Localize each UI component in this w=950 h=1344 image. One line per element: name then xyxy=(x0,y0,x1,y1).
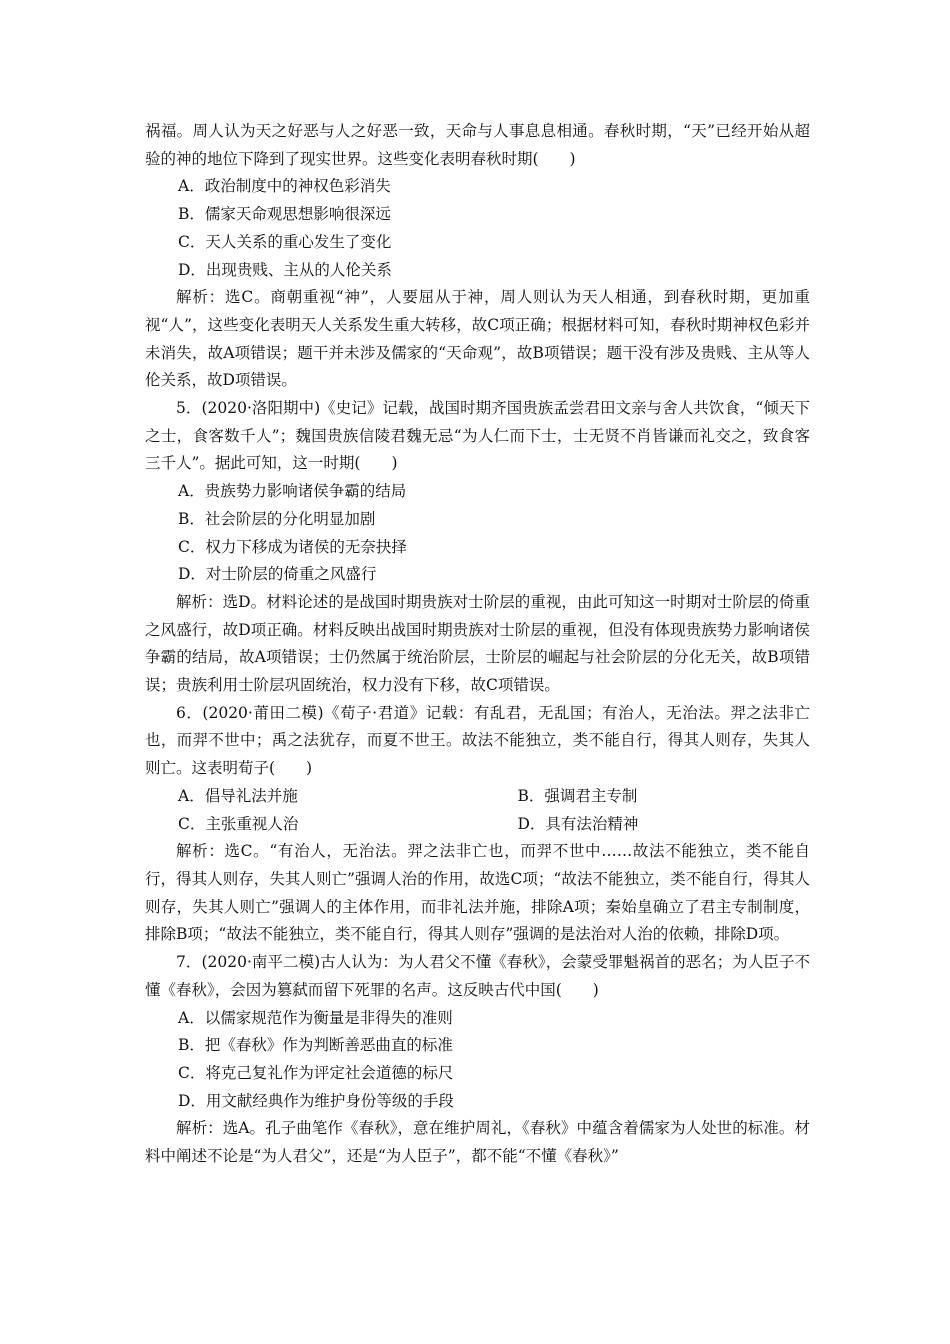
q4-option-b: B．儒家天命观思想影响很深远 xyxy=(178,205,391,224)
q5-option-c: C．权力下移成为诸侯的无奈抉择 xyxy=(178,537,407,556)
q6-stem: 6．(2020·莆田二模)《荀子·君道》记载：有乱君，无乱国；有治人，无治法。羿之法非亡也，而羿不世中；禹之法犹存，而夏不世王。故法不能独立，类不能自行，得其人则存，失其人则亡。这表明荀子( ) xyxy=(145,703,810,778)
q4-option-a: A．政治制度中的神权色彩消失 xyxy=(178,177,391,196)
q7-option-a: A．以儒家规范作为衡量是非得失的准则 xyxy=(178,1008,453,1027)
q7-option-c: C．将克己复礼作为评定社会道德的标尺 xyxy=(178,1063,454,1082)
q5-option-d: D．对士阶层的倚重之风盛行 xyxy=(178,565,377,584)
q5-option-a: A．贵族势力影响诸侯争霸的结局 xyxy=(178,482,407,501)
q7-option-d: D．用文献经典作为维护身份等级的手段 xyxy=(178,1091,454,1110)
q5-stem: 5．(2020·洛阳期中)《史记》记载，战国时期齐国贵族孟尝君田文亲与舍人共饮食，“倾天下之士，食客数千人”；魏国贵族信陵君魏无忌“为人仁而下士，士无贤不肖皆谦而礼交之，致食客三千人”。据此可知，这一时期( ) xyxy=(145,399,810,473)
q6-options-row-2 xyxy=(145,811,810,839)
q6-analysis: 解析：选C。“有治人，无治法。羿之法非亡也，而羿不世中……故法不能独立，类不能自行，得其人则存，失其人则亡”强调人治的作用，故选C项；“故法不能独立，类不能自行，得其人则存，失其人则亡”强调人的主体作用，而非礼法并施，排除A项；秦始皇确立了君主专制制度，排除B项；“故法不能独立，类不能自行，得其人则存”强调的是法治对人治的依赖，排除D项。 xyxy=(145,842,810,944)
q5-option-b: B．社会阶层的分化明显加剧 xyxy=(178,509,376,528)
q6-option-a: A．倡导礼法并施 xyxy=(178,786,298,805)
q4-stem-continuation: 祸福。周人认为天之好恶与人之好恶一致，天命与人事息息相通。春秋时期，“天”已经开始从超验的神的地位下降到了现实世界。这些变化表明春秋时期( ) xyxy=(145,122,810,168)
q6-option-c: C．主张重视人治 xyxy=(178,814,299,833)
document-page xyxy=(145,118,810,1171)
q6-option-d: D．具有法治精神 xyxy=(517,814,639,833)
q7-analysis: 解析：选A。孔子曲笔作《春秋》，意在维护周礼，《春秋》中蕴含着儒家为人处世的标准。材料中阐述不论是“为人君父”，还是“为人臣子”，都不能“不懂《春秋》” xyxy=(145,1119,810,1166)
q5-analysis: 解析：选D。材料论述的是战国时期贵族对士阶层的重视，由此可知这一时期对士阶层的倚重之风盛行，故D项正确。材料反映出战国时期贵族对士阶层的重视，但没有体现贵族势力影响诸侯争霸的结局，故A项错误；士仍然属于统治阶层，士阶层的崛起与社会阶层的分化无关，故B项错误；贵族利用士阶层巩固统治，权力没有下移，故C项错误。 xyxy=(145,592,810,695)
q7-stem: 7．(2020·南平二模)古人认为：为人君父不懂《春秋》，会蒙受罪魁祸首的恶名；为人臣子不懂《春秋》，会因为篡弑而留下死罪的名声。这反映古代中国( ) xyxy=(145,953,810,999)
q4-option-d: D．出现贵贱、主从的人伦关系 xyxy=(178,260,392,279)
q4-analysis: 解析：选C。商朝重视“神”，人要屈从于神，周人则认为天人相通，到春秋时期，更加重视“人”，这些变化表明天人关系发生重大转移，故C项正确；根据材料可知，春秋时期神权色彩并未消失，故A项错误；题干并未涉及儒家的“天命观”，故B项错误；题干没有涉及贵贱、主从等人伦关系，故D项错误。 xyxy=(145,288,810,390)
q6-option-b: B．强调君主专制 xyxy=(517,786,638,805)
q7-option-b: B．把《春秋》作为判断善恶曲直的标准 xyxy=(178,1036,453,1055)
q6-options-row-1 xyxy=(145,783,810,811)
q4-option-c: C．天人关系的重心发生了变化 xyxy=(178,232,392,251)
